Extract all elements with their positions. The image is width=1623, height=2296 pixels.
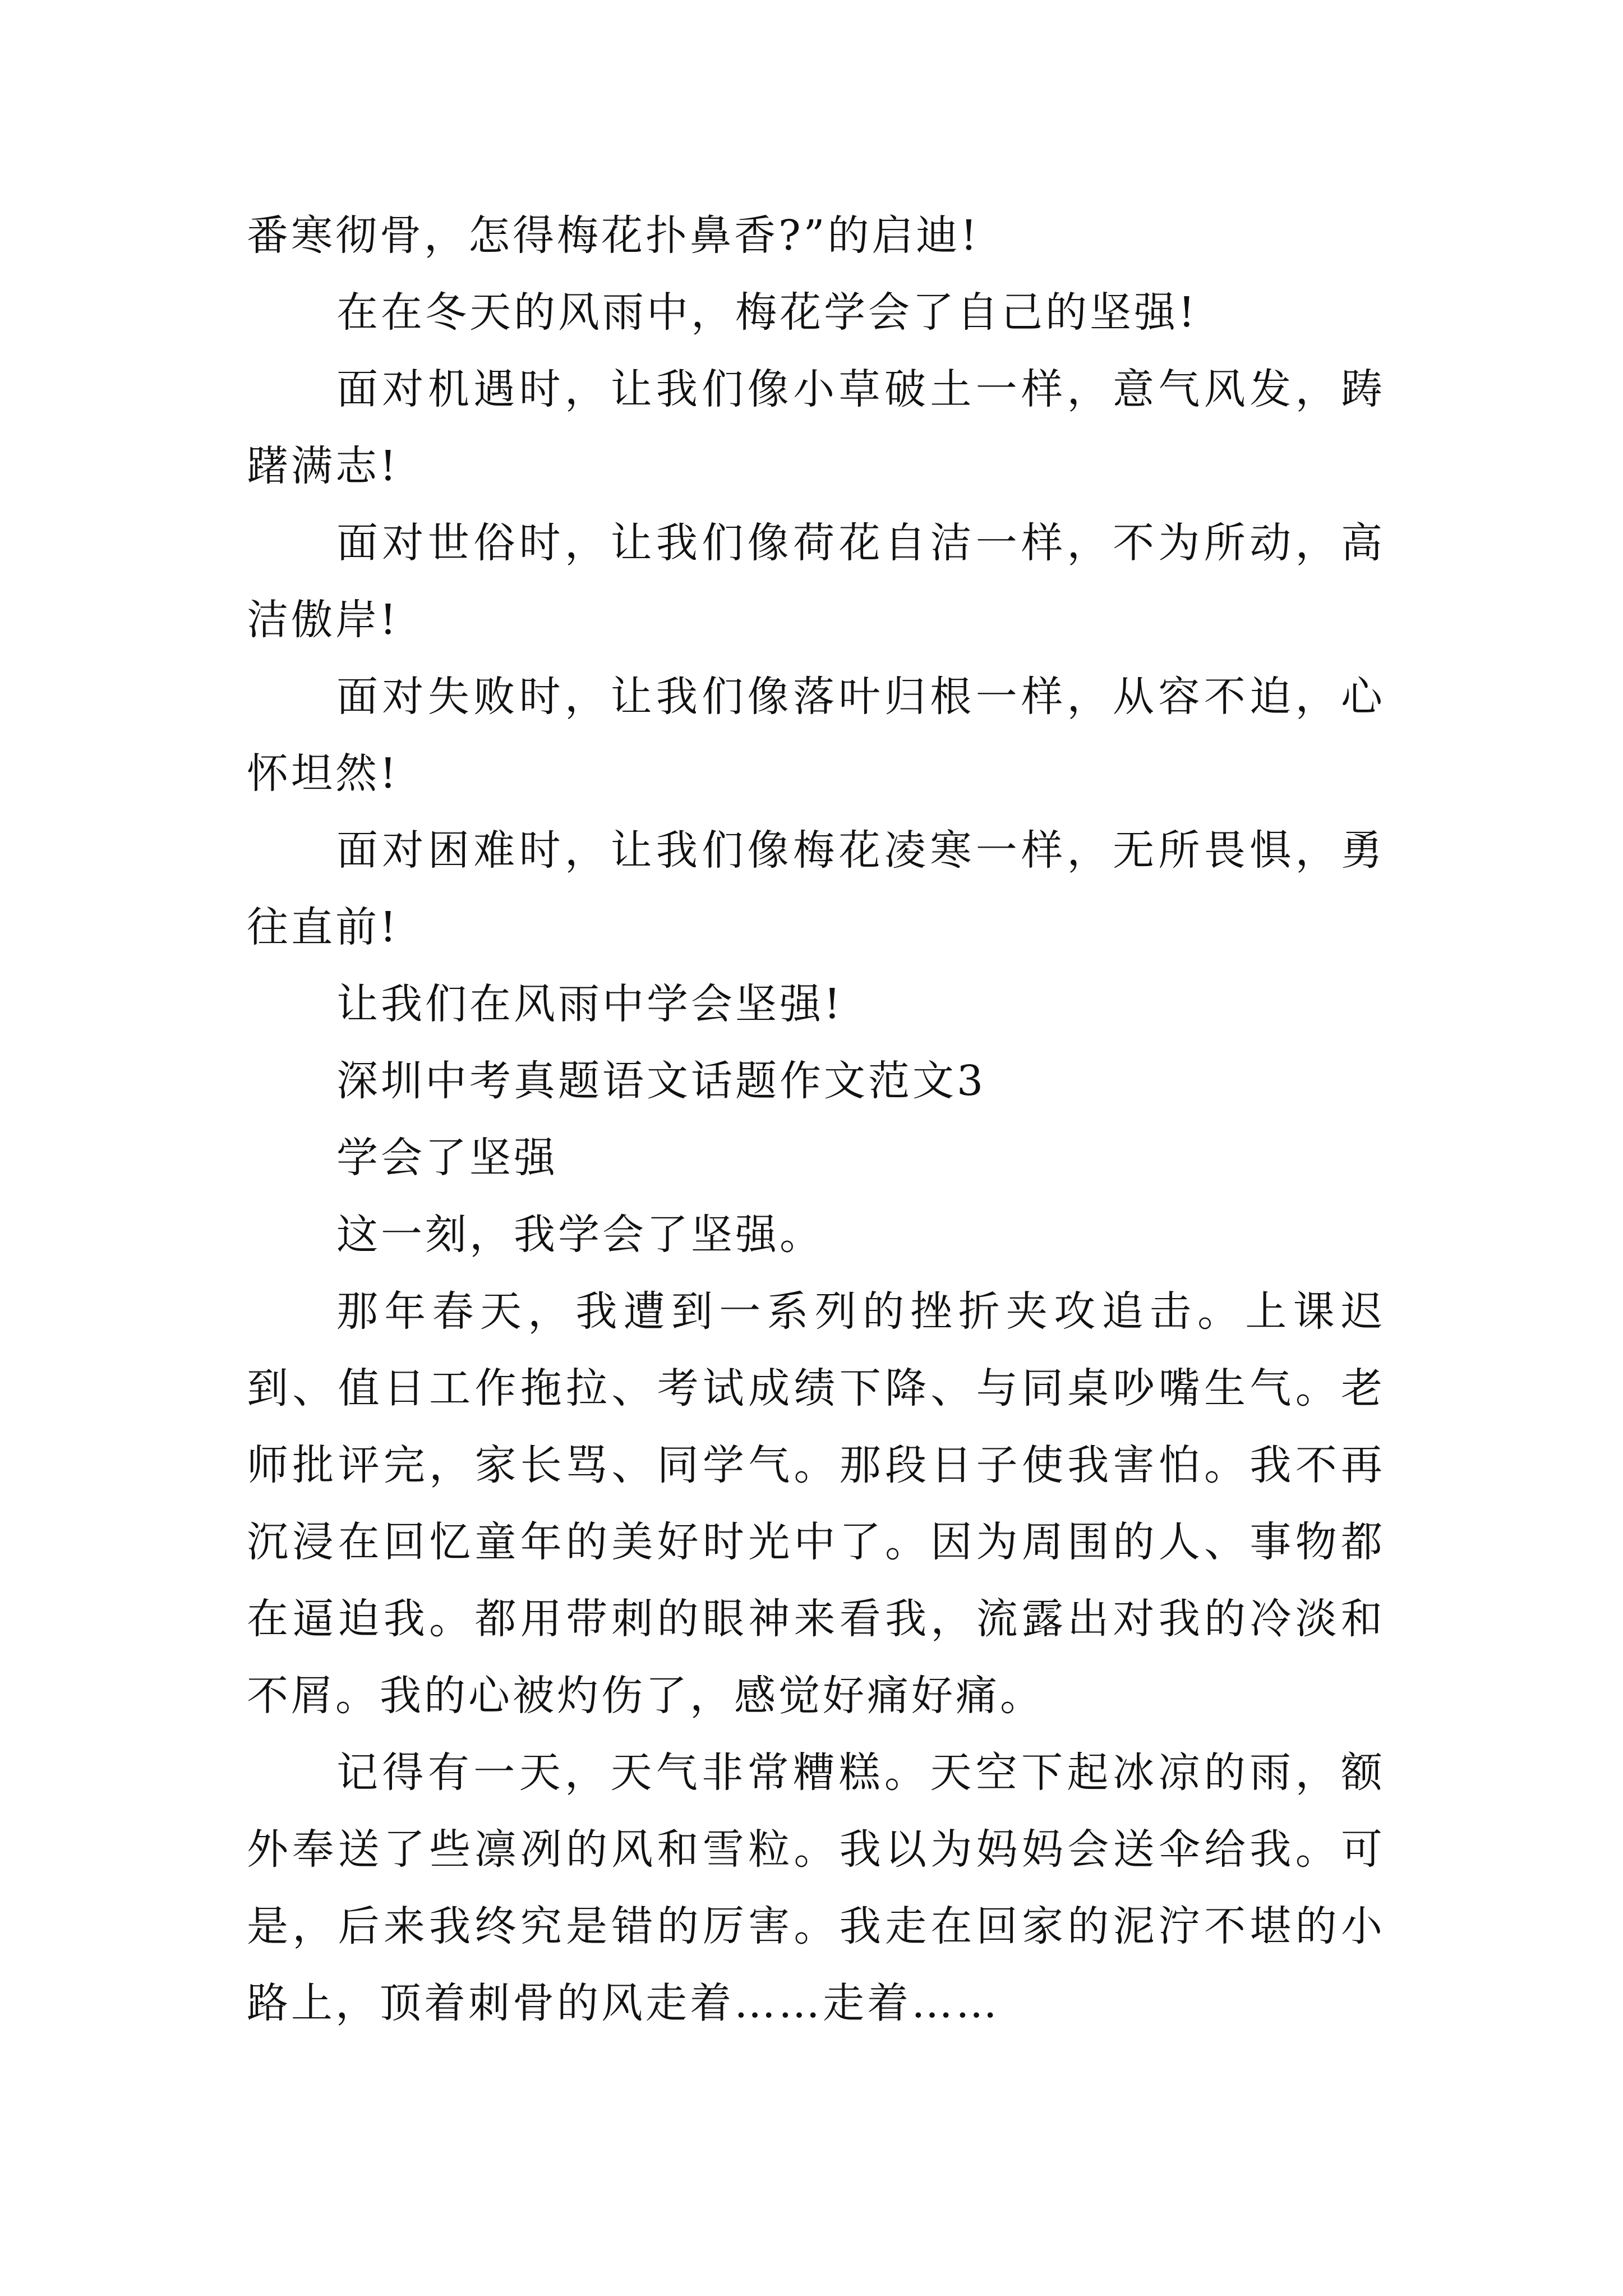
section-heading: 深圳中考真题语文话题作文范文3 — [336, 1057, 986, 1105]
essay-title: 学会了坚强 — [336, 1134, 558, 1182]
paragraph: 番寒彻骨，怎得梅花扑鼻香?”的启迪! — [247, 211, 980, 260]
paragraph: 让我们在风雨中学会坚强! — [336, 980, 843, 1028]
essay-body — [247, 197, 1385, 2042]
paragraph: 在在冬天的风雨中，梅花学会了自己的坚强! — [336, 288, 1198, 337]
paragraph: 记得有一天，天气非常糟糕。天空下起冰凉的雨，额外奉送了些凛冽的风和雪粒。我以为妈妈会送伞给我。可是，后来我终究是错的厉害。我走在回家的泥泞不堪的小路上，顶着刺骨的风走着……走着…… — [247, 1749, 1385, 2027]
paragraph: 那年春天，我遭到一系列的挫折夹攻追击。上课迟到、值日工作拖拉、考试成绩下降、与同桌吵嘴生气。老师批评完，家长骂、同学气。那段日子使我害怕。我不再沉浸在回忆童年的美好时光中了。因为周围的人、事物都在逼迫我。都用带刺的眼神来看我，流露出对我的冷淡和不屑。我的心被灼伤了，感觉好痛好痛。 — [247, 1287, 1385, 1720]
paragraph: 面对机遇时，让我们像小草破土一样，意气风发，踌躇满志! — [247, 365, 1385, 490]
paragraph: 面对失败时，让我们像落叶归根一样，从容不迫，心怀坦然! — [247, 673, 1385, 798]
paragraph: 面对困难时，让我们像梅花凌寒一样，无所畏惧，勇往直前! — [247, 826, 1385, 951]
paragraph: 面对世俗时，让我们像荷花自洁一样，不为所动，高洁傲岸! — [247, 519, 1385, 644]
paragraph: 这一刻，我学会了坚强。 — [336, 1211, 824, 1259]
